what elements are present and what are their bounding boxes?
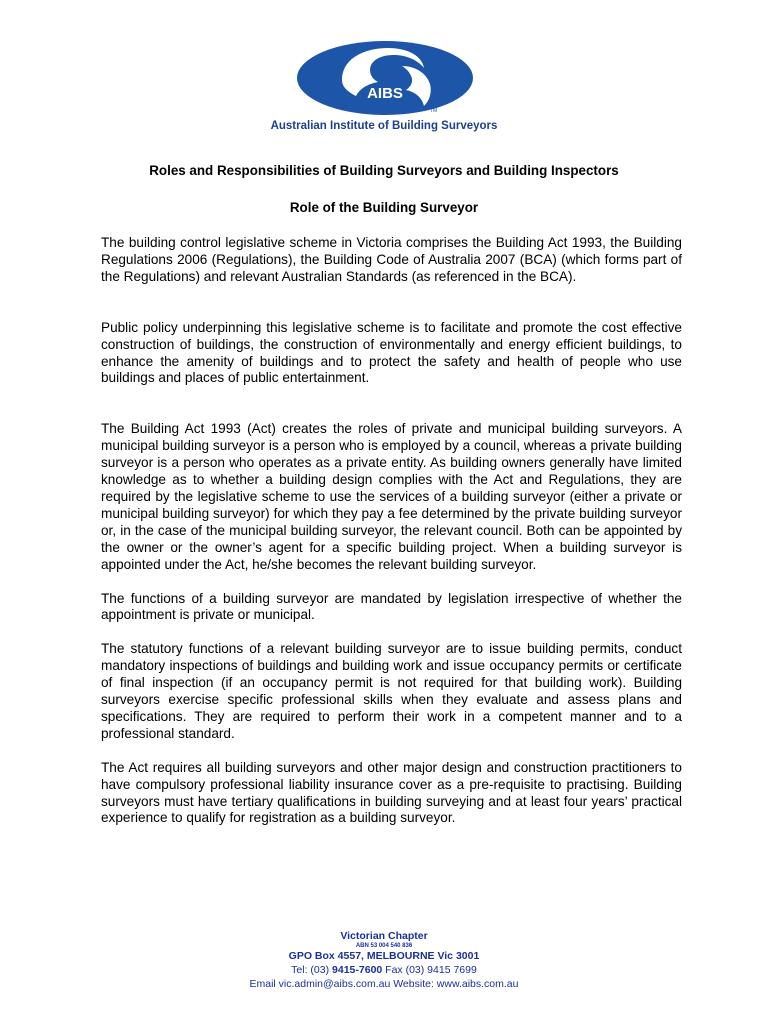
section-heading: Role of the Building Surveyor bbox=[289, 200, 479, 215]
body-paragraph: The Building Act 1993 (Act) creates the roles of private and municipal building surveyors. A municipal building surveyor is a person who is employed by a council, whereas a private building surveyor is a person who operates as a private entity. As building owners generally have limited knowledge as to whether a building design complies with the Act and Regulations, they are required by the legislative scheme to use the services of a building surveyor (either a private or municipal building surveyor) for which they pay a fee determined by the private building surveyor or, in the case of the municipal building surveyor, the relevant council. Both can be appointed by the owner or the owner’s agent for a specific building project. When a building surveyor is appointed under the Act, he/she becomes the relevant building surveyor. bbox=[101, 421, 682, 572]
footer-email-website[interactable]: Email vic.admin@aibs.com.au Website: www.aibs.com.au bbox=[249, 978, 519, 990]
footer-fax: Fax (03) 9415 7699 bbox=[382, 964, 477, 976]
logo-tagline: Australian Institute of Building Surveyors bbox=[270, 120, 498, 132]
body-paragraph: Public policy underpinning this legislative scheme is to facilitate and promote the cost effective construction of buildings, the construction of environmentally and energy efficient buildings, to enhance the amenity of buildings and to protect the safety and health of people who use buildings and places of public entertainment. bbox=[101, 319, 682, 386]
body-paragraph: The building control legislative scheme in Victoria comprises the Building Act 1993, the Building Regulations 2006 (Regulations), the Building Code of Australia 2007 (BCA) (which forms part of the Regulations) and relevant Australian Standards (as referenced in the BCA). bbox=[101, 235, 682, 284]
body-paragraph: The functions of a building surveyor are mandated by legislation irrespective of whether the appointment is private or municipal. bbox=[101, 590, 682, 623]
logo-wordmark: AIBS bbox=[367, 85, 403, 102]
document-body bbox=[101, 235, 682, 827]
footer-abn: ABN 53 004 540 836 bbox=[355, 943, 413, 949]
body-paragraph: The statutory functions of a relevant building surveyor are to issue building permits, conduct mandatory inspections of buildings and building work and issue occupancy permits or certificate of final inspection (if an occupancy permit is not required for that building work). Building surveyors exercise specific professional skills when they evaluate and assess plans and specifications. They are required to perform their work in a competent manner and to a professional standard. bbox=[101, 641, 682, 741]
footer-chapter: Victorian Chapter bbox=[340, 930, 428, 942]
body-paragraph: The Act requires all building surveyors and other major design and construction practitioners to have compulsory professional liability insurance cover as a pre-requisite to practising. Building surveyors must have tertiary qualifications in building surveying and at least four years’ practical experience to qualify for registration as a building surveyor. bbox=[101, 759, 682, 826]
footer-phone-fax bbox=[0, 963, 768, 977]
footer-tel-label: Tel: (03) bbox=[291, 964, 333, 976]
footer-address: GPO Box 4557, MELBOURNE Vic 3001 bbox=[288, 950, 480, 962]
page-footer bbox=[0, 930, 768, 991]
footer-tel-number: 9415-7600 bbox=[332, 964, 383, 976]
logo-trademark: TM bbox=[430, 108, 438, 114]
document-title: Roles and Responsibilities of Building Surveyors and Building Inspectors bbox=[149, 163, 619, 178]
